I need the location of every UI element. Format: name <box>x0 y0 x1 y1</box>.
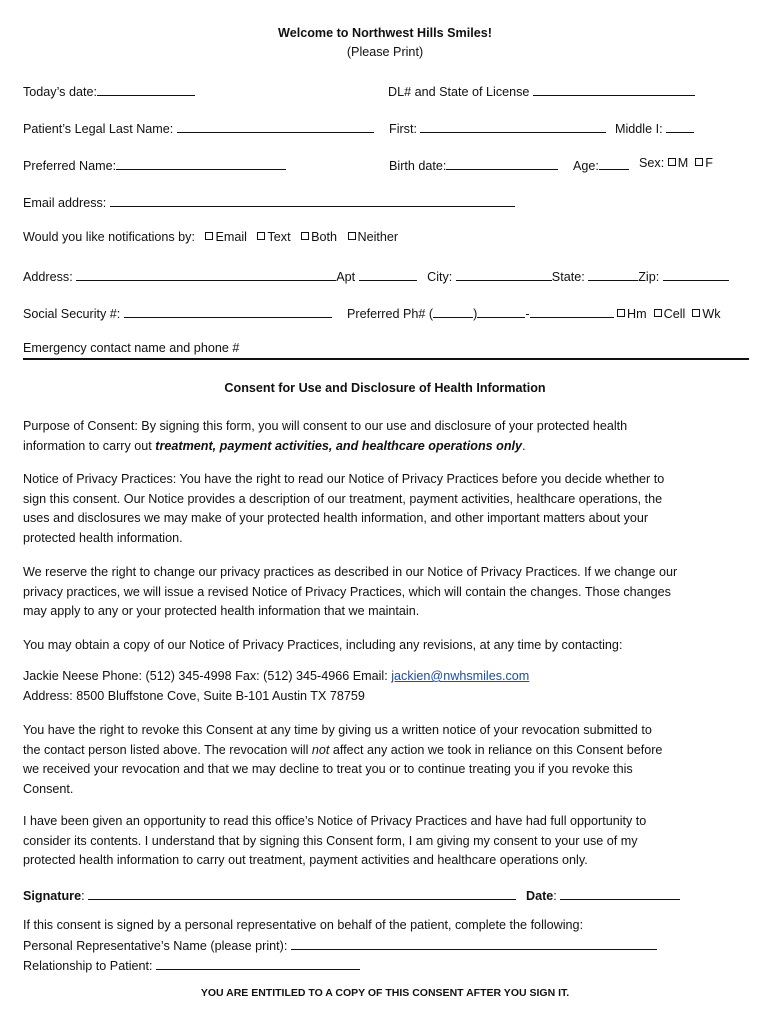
notify-both-checkbox[interactable] <box>301 232 309 240</box>
middle-initial-label: Middle I: <box>615 122 663 136</box>
representative-section <box>23 916 748 977</box>
acknowledge-paragraph <box>23 812 748 871</box>
phone-row <box>347 304 721 321</box>
obtain-paragraph <box>23 636 748 656</box>
contact-email-link[interactable]: jackien@nwhsmiles.com <box>391 669 530 683</box>
reserve-line-2: privacy practices, we will issue a revised Notice of Privacy Practices, which will contain the changes. Those changes <box>23 584 671 599</box>
age-row <box>573 156 629 173</box>
form-subtitle: (Please Print) <box>346 45 424 59</box>
notify-email-checkbox[interactable] <box>205 232 213 240</box>
apt-label: Apt <box>336 270 356 284</box>
birth-date-row <box>389 156 558 173</box>
contact-paragraph <box>23 667 748 706</box>
form-title: Welcome to Northwest Hills Smiles! <box>278 26 492 40</box>
address-row <box>23 267 729 284</box>
sex-row <box>639 156 713 170</box>
phone-prefix-field[interactable] <box>477 304 525 318</box>
sex-m-label: M <box>677 156 689 170</box>
phone-cell-label: Cell <box>663 307 686 321</box>
purpose-text-bold: treatment, payment activities, and healthcare operations only <box>155 438 523 453</box>
state-label: State: <box>551 270 585 284</box>
apt-field[interactable] <box>359 267 417 281</box>
revoke-text-end: affect any action we took in reliance on this Consent before <box>329 742 663 757</box>
notice-line-4: protected health information. <box>23 530 183 545</box>
email-field[interactable] <box>110 193 515 207</box>
relationship-field[interactable] <box>156 956 360 970</box>
emergency-contact-row <box>23 341 239 355</box>
dl-row <box>388 82 695 99</box>
ssn-field[interactable] <box>124 304 332 318</box>
zip-label: Zip: <box>638 270 660 284</box>
revoke-text-start: the contact person listed above. The revocation will <box>23 742 312 757</box>
phone-cell-checkbox[interactable] <box>654 309 662 317</box>
preferred-name-row <box>23 156 286 173</box>
phone-hm-checkbox[interactable] <box>617 309 625 317</box>
purpose-line-2 <box>23 437 748 457</box>
ssn-label: Social Security #: <box>23 307 121 321</box>
age-field[interactable] <box>599 156 629 170</box>
revoke-line-2 <box>23 741 748 761</box>
zip-field[interactable] <box>663 267 729 281</box>
city-field[interactable] <box>456 267 552 281</box>
revoke-line-3: we received your revocation and that we may decline to treat you or to continue treating you if you revoke this <box>23 762 633 776</box>
sex-m-checkbox[interactable] <box>668 158 676 166</box>
todays-date-row <box>23 82 195 99</box>
date-field[interactable] <box>560 886 680 900</box>
notify-text-label: Text <box>267 230 291 244</box>
dl-label: DL# and State of License <box>388 85 530 99</box>
first-name-label: First: <box>389 122 417 136</box>
representative-name-row <box>23 936 748 957</box>
reserve-line-3: may apply to any or your protected health information that we maintain. <box>23 604 420 618</box>
email-row <box>23 193 515 210</box>
phone-hm-label: Hm <box>627 307 647 321</box>
signature-row: Signature: <box>23 886 516 903</box>
email-label: Email address: <box>23 196 107 210</box>
age-label: Age: <box>573 159 599 173</box>
city-label: City: <box>427 270 453 284</box>
relationship-label: Relationship to Patient: <box>23 959 153 973</box>
revoke-text-italic: not <box>311 742 330 757</box>
notice-line-2: sign this consent. Our Notice provides a description of our treatment, payment activities, healthcare operations, the <box>23 491 663 506</box>
notify-neither-checkbox[interactable] <box>348 232 356 240</box>
date-label: Date <box>526 889 554 903</box>
purpose-text-end: . <box>522 438 526 453</box>
emergency-contact-label: Emergency contact name and phone # <box>23 341 240 355</box>
footer-notice: YOU ARE ENTITILED TO A COPY OF THIS CONSENT AFTER YOU SIGN IT. <box>200 987 570 999</box>
purpose-line-1: Purpose of Consent: By signing this form, you will consent to our use and disclosure of your protected health <box>23 419 628 433</box>
representative-intro: If this consent is signed by a personal representative on behalf of the patient, complete the following: <box>23 918 584 932</box>
acknowledge-line-3: protected health information to carry out treatment, payment activities and healthcare operations only. <box>23 853 588 867</box>
middle-initial-field[interactable] <box>666 119 694 133</box>
todays-date-label: Today’s date: <box>23 85 97 99</box>
acknowledge-line-2: consider its contents. I understand that by signing this Consent form, I am giving my consent to your use of my <box>23 833 638 848</box>
preferred-name-field[interactable] <box>116 156 286 170</box>
date-row: Date: <box>526 886 680 903</box>
notice-line-3: uses and disclosures we may make of your protected health information, and other important matters about your <box>23 511 649 525</box>
notify-neither-label: Neither <box>357 230 399 244</box>
todays-date-field[interactable] <box>97 82 195 96</box>
revoke-line-1: You have the right to revoke this Consent at any time by giving us a written notice of your revocation submitted to <box>23 723 652 737</box>
contact-text: Jackie Neese Phone: (512) 345-4998 Fax: (512) 345-4966 Email: <box>23 669 392 683</box>
reserve-paragraph <box>23 563 748 622</box>
signature-field[interactable] <box>88 886 516 900</box>
phone-line-field[interactable] <box>530 304 614 318</box>
purpose-paragraph <box>23 417 748 456</box>
revoke-paragraph <box>23 721 748 799</box>
state-field[interactable] <box>588 267 638 281</box>
contact-line <box>23 667 748 687</box>
last-name-row <box>23 119 374 136</box>
notify-text-checkbox[interactable] <box>257 232 265 240</box>
birth-date-label: Birth date: <box>389 159 447 173</box>
sex-f-checkbox[interactable] <box>695 158 703 166</box>
first-name-row <box>389 119 606 136</box>
revoke-line-4: Consent. <box>23 781 74 796</box>
consent-heading: Consent for Use and Disclosure of Health Information <box>224 381 546 395</box>
address-label: Address: <box>23 270 73 284</box>
representative-name-field[interactable] <box>291 936 657 950</box>
acknowledge-line-1: I have been given an opportunity to read this office’s Notice of Privacy Practices and have had full opportunity to <box>23 814 647 828</box>
phone-wk-checkbox[interactable] <box>692 309 700 317</box>
sex-label: Sex: <box>639 156 665 170</box>
section-divider <box>23 358 749 360</box>
dl-field[interactable] <box>533 82 695 96</box>
contact-address: Address: 8500 Bluffstone Cove, Suite B-101 Austin TX 78759 <box>23 688 365 703</box>
last-name-field[interactable] <box>177 119 374 133</box>
first-name-field[interactable] <box>420 119 606 133</box>
notice-line-1: Notice of Privacy Practices: You have the right to read our Notice of Privacy Practices before you decide whether to <box>23 472 665 486</box>
last-name-label: Patient’s Legal Last Name: <box>23 122 174 136</box>
middle-initial-row <box>615 119 694 136</box>
notifications-row <box>23 230 398 244</box>
phone-area-field[interactable] <box>433 304 473 318</box>
ssn-row <box>23 304 332 321</box>
phone-label: Preferred Ph# ( <box>347 307 434 321</box>
birth-date-field[interactable] <box>446 156 558 170</box>
phone-dash: - <box>525 307 530 321</box>
notify-email-label: Email <box>215 230 247 244</box>
notice-paragraph <box>23 470 748 548</box>
signature-label: Signature <box>23 889 82 903</box>
relationship-row <box>23 956 748 977</box>
notify-both-label: Both <box>311 230 338 244</box>
notifications-label: Would you like notifications by: <box>23 230 195 244</box>
representative-name-label: Personal Representative’s Name (please print): <box>23 938 288 953</box>
phone-wk-label: Wk <box>702 307 721 321</box>
address-field[interactable] <box>76 267 336 281</box>
reserve-line-1: We reserve the right to change our privacy practices as described in our Notice of Privacy Practices. If we change our <box>23 565 678 579</box>
purpose-text-start: information to carry out <box>23 438 156 453</box>
preferred-name-label: Preferred Name: <box>23 159 117 173</box>
obtain-line: You may obtain a copy of our Notice of Privacy Practices, including any revisions, at any time by contacting: <box>23 638 623 652</box>
phone-paren: ) <box>473 307 478 321</box>
sex-f-label: F <box>705 156 713 170</box>
